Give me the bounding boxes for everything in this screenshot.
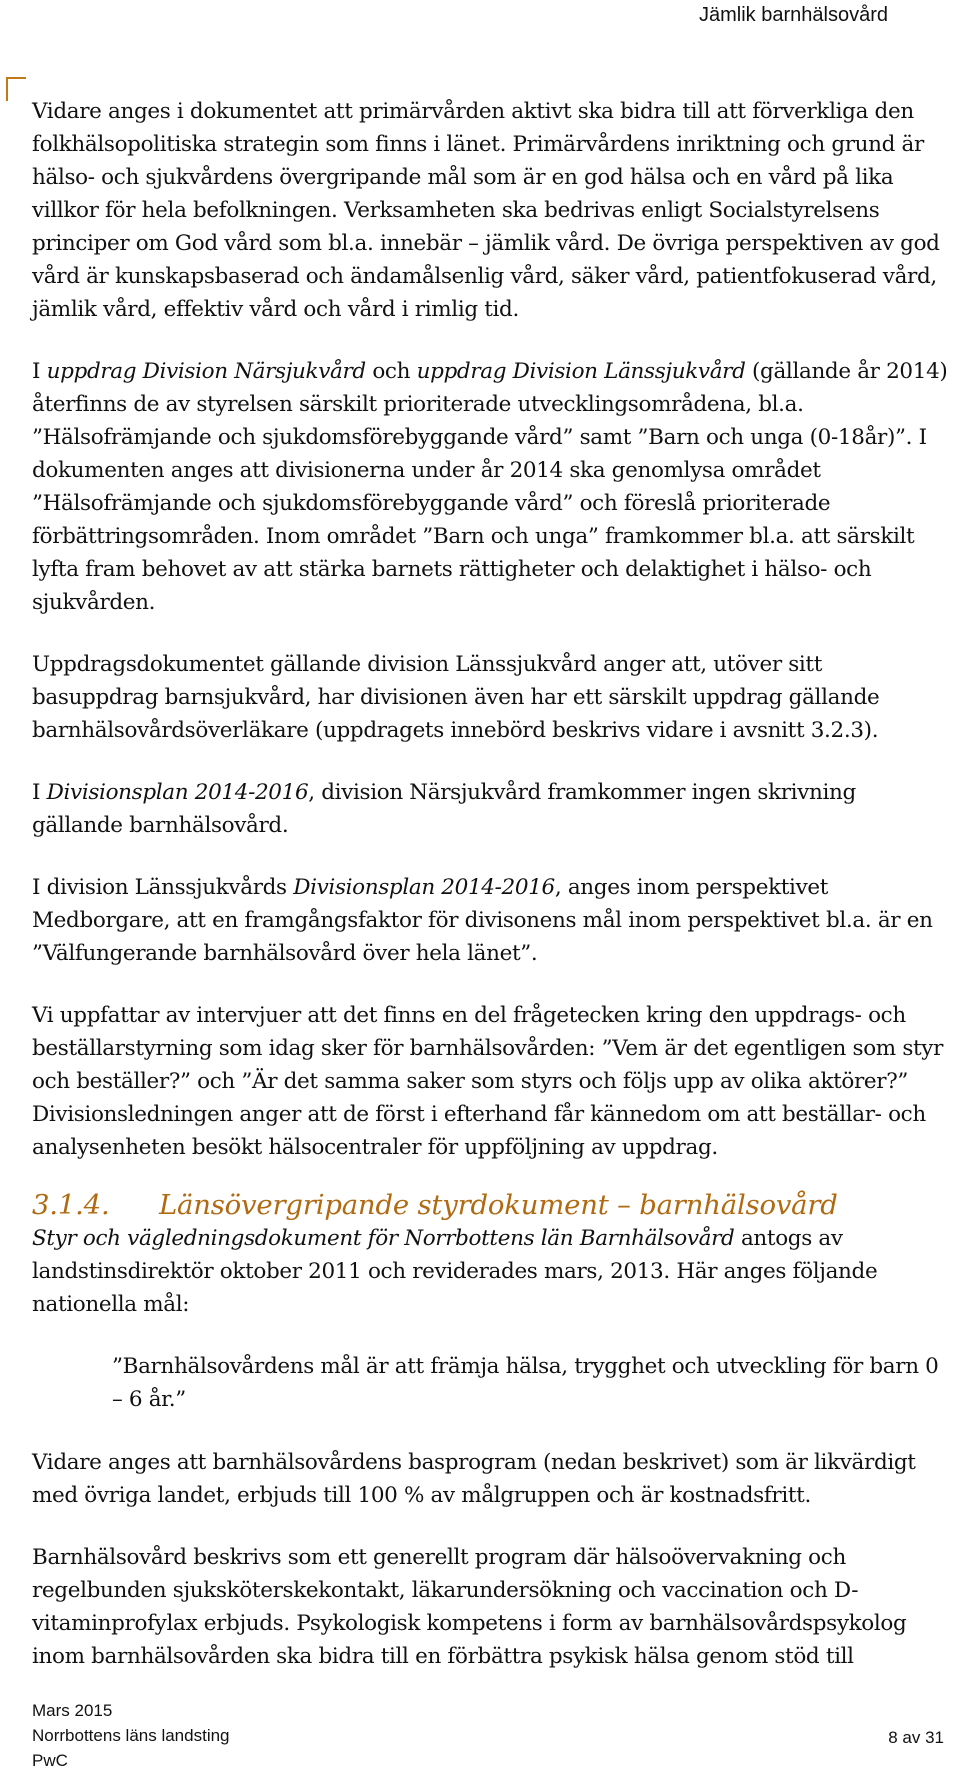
p5-post: , anges inom perspektivet Medborgare, att en framgångsfaktor för divisonens mål inom perspektivet bl.a. är en ”Välfungerande barnhälsovård över hela länet”. — [32, 875, 933, 966]
paragraph-4 — [32, 776, 952, 842]
footer-org: Norrbottens läns landsting — [32, 1726, 230, 1745]
section-title: Länsövergripande styrdokument – barnhälsovård — [159, 1189, 838, 1221]
paragraph-1: Vidare anges i dokumentet att primärvården aktivt ska bidra till att förverkliga den folkhälsopolitiska strategin som finns i länet. Primärvårdens inriktning och grund är hälso- och sjukvårdens övergripande mål som är en god hälsa och en vård på lika villkor för hela befolkningen. Verksamheten ska bedrivas enligt Socialstyrelsens principer om God vård som bl.a. innebär – jämlik vård. De övriga perspektiven av god vård är kunskapsbaserad och ändamålsenlig vård, säker vård, patientfokuserad vård, jämlik vård, effektiv vård och vård i rimlig tid. — [32, 99, 940, 322]
p5-pre: I division Länssjukvårds — [32, 875, 294, 900]
p2-ref-lanssjukvard: uppdrag Division Länssjukvård — [416, 359, 746, 384]
footer-author: PwC — [32, 1751, 68, 1770]
p4-post: , division Närsjukvård framkommer ingen skrivning gällande barnhälsovård. — [32, 780, 856, 838]
document-body — [32, 95, 952, 1702]
p2-post: (gällande år 2014) återfinns de av styrelsen särskilt prioriterade utvecklingsområdena, bl.a. ”Hälsofrämjande och sjukdomsförebyggande vård” samt ”Barn och unga (0-18år)”. I dokumenten anges att divisionerna under år 2014 ska genomlysa området ”Hälsofrämjande och sjukdomsförebyggande vård” och föreslå prioriterade förbättringsområden. Inom området ”Barn och unga” framkommer bl.a. att särskilt lyfta fram behovet av att stärka barnets rättigheter och delaktighet i hälso- och sjukvården. — [32, 359, 948, 615]
paragraph-7 — [32, 1222, 952, 1321]
paragraph-3: Uppdragsdokumentet gällande division Länssjukvård anger att, utöver sitt basuppdrag barnsjukvård, har divisionen även har ett särskilt uppdrag gällande barnhälsovårdsöverläkare (uppdragets innebörd beskrivs vidare i avsnitt 3.2.3). — [32, 652, 880, 743]
paragraph-8: Vidare anges att barnhälsovårdens basprogram (nedan beskrivet) som är likvärdigt med övriga landet, erbjuds till 100 % av målgruppen och är kostnadsfritt. — [32, 1450, 916, 1508]
section-heading — [32, 1188, 952, 1222]
p2-mid: och — [365, 359, 417, 384]
p2-pre: I — [32, 359, 47, 384]
p4-ref-divisionsplan: Divisionsplan 2014-2016 — [46, 780, 309, 805]
corner-mark — [6, 77, 26, 101]
page-footer — [32, 1698, 944, 1778]
p4-pre: I — [32, 780, 47, 805]
paragraph-5 — [32, 871, 952, 970]
page-header-title: Jämlik barnhälsovård — [699, 4, 888, 26]
p7-post: antogs av landstinsdirektör oktober 2011 och reviderades mars, 2013. Här anges följande nationella mål: — [32, 1226, 878, 1317]
paragraph-9: Barnhälsovård beskrivs som ett generellt program där hälsoövervakning och regelbunden sjuksköterskekontakt, läkarundersökning och vaccination och D-vitaminprofylax erbjuds. Psykologisk kompetens i form av barnhälsovårdspsykolog inom barnhälsovården ska bidra till en förbättra psykisk hälsa genom stöd till — [32, 1545, 907, 1669]
page-number: 8 av 31 — [888, 1728, 944, 1747]
footer-date: Mars 2015 — [32, 1701, 113, 1720]
paragraph-2 — [32, 355, 952, 619]
p7-ref-styrdokument: Styr och vägledningsdokument för Norrbottens län Barnhälsovård — [32, 1226, 735, 1251]
section-number: 3.1.4. — [32, 1189, 110, 1221]
block-quote: ”Barnhälsovårdens mål är att främja hälsa, trygghet och utveckling för barn 0 – 6 år.” — [112, 1354, 939, 1412]
p5-ref-divisionsplan: Divisionsplan 2014-2016 — [293, 875, 555, 900]
p2-ref-narsjukvard: uppdrag Division Närsjukvård — [46, 359, 366, 384]
paragraph-6: Vi uppfattar av intervjuer att det finns en del frågetecken kring den uppdrags- och beställarstyrning som idag sker för barnhälsovården: ”Vem är det egentligen som styr och beställer?” och ”Är det samma saker som styrs och följs upp av olika aktörer?” Divisionsledningen anger att de först i efterhand får kännedom om att beställar- och analysenheten besökt hälsocentraler för uppföljning av uppdrag. — [32, 1003, 944, 1160]
